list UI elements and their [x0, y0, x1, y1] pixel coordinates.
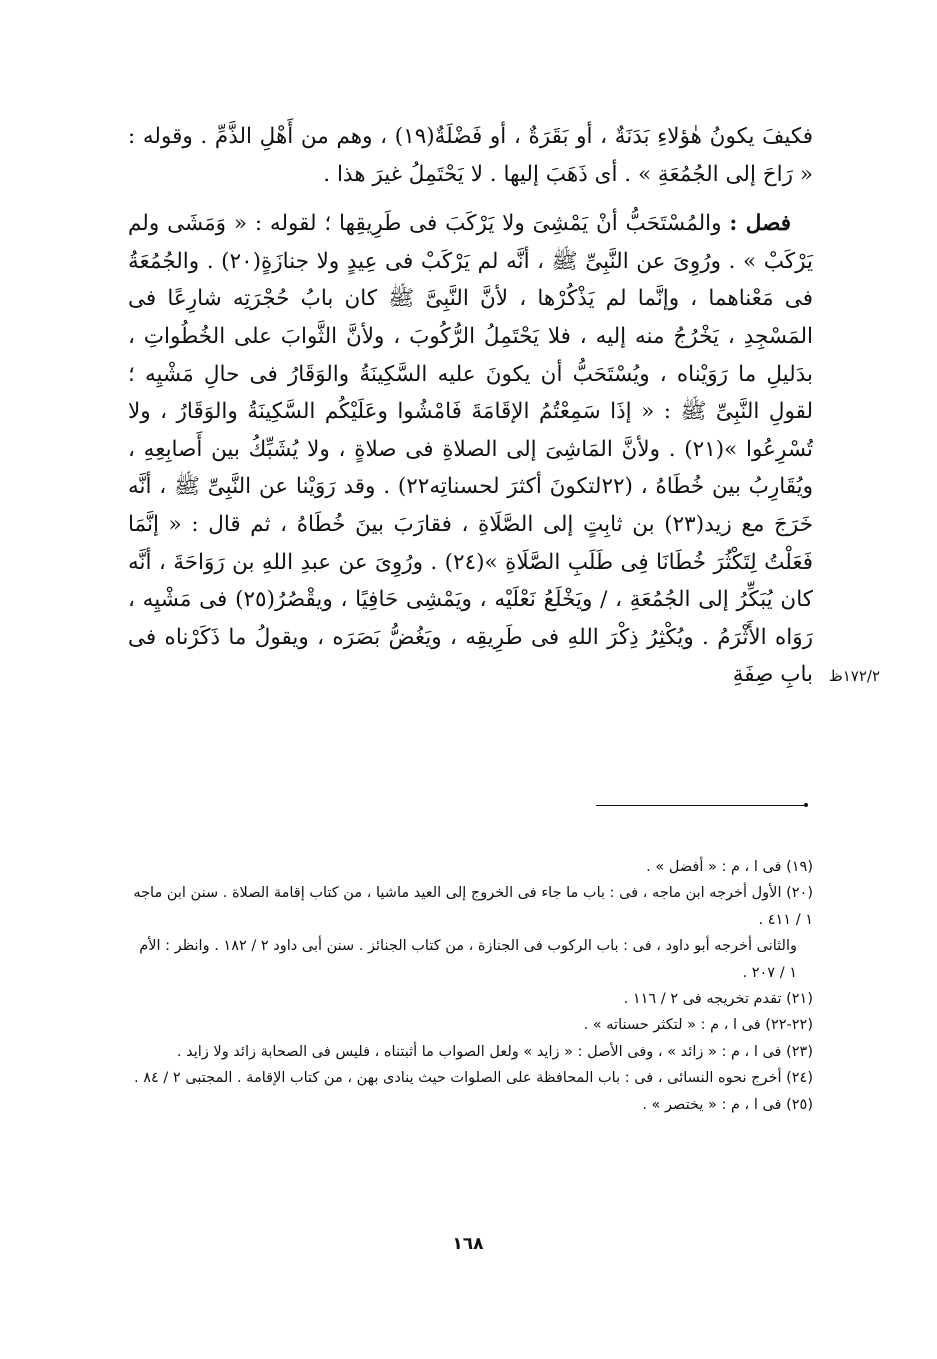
page-number: ١٦٨ [452, 1234, 484, 1254]
footnote: (٢٠) الأول أخرجه ابن ماجه ، فى : باب ما جاء فى الخروج إلى العيد ماشيا ، من كتاب إقامة الصلاة . سنن ابن ماجه ١ / ٤١١ . [133, 885, 813, 928]
footnote: (١٩) فى ا ، م : « أفضل » . [646, 859, 813, 875]
footnote-continuation: والثانى أخرجه أبو داود ، فى : باب الركوب فى الجنازة ، من كتاب الجنائز . سنن أبى داود ٢ / ١٨٢ . وانظر : الأم ١ / ٢٠٧ . [139, 938, 797, 981]
margin-reference: ١٧٢/٢ظ [828, 667, 880, 685]
footnote: (٢٣) فى ا ، م : « زائد » ، وفى الأصل : « زايد » ولعل الصواب ما أثبتناه ، فليس فى الصحابة زائد ولا زايد . [176, 1043, 813, 1060]
footnotes [128, 854, 813, 1118]
separator-dot [804, 803, 808, 807]
footnote: (٢١) تقدم تخريجه فى ٢ / ١١٦ . [623, 991, 813, 1008]
footnote: (٢٥) فى ا ، م : « يختصر » . [642, 1096, 813, 1113]
footnote-separator [596, 805, 804, 806]
section-label: فصل : [729, 211, 791, 237]
paragraph-2 [128, 205, 813, 694]
paragraph-1: فكيفَ يكونُ هٰؤلاءِ بَدَنَةٌ ، أو بَقَرَةٌ ، أو فَضْلَةٌ(١٩) ، وهم من أَهْلِ الذَّمِّ . وقوله : « رَاحَ إلى الجُمُعَةِ » . أى ذَهَبَ إليها . لا يَحْتَمِلُ غيرَ هذا . [128, 124, 813, 187]
paragraph-2-text: والمُسْتَحَبُّ أنْ يَمْشِىَ ولا يَرْكَبَ فى طَرِيقِها ؛ لقوله : « وَمَشَى ولم يَرْكَبْ » . ورُوِىَ عن النَّبِىِّ ﷺ ، أنَّه لم يَرْكَبْ فى عِيدٍ ولا جنازَةٍ(٢٠) . والجُمُعَةُ فى مَعْناهما ، وإنَّما لم يَذْكُرْها ، لأنَّ النَّبِىَّ ﷺ كان بابُ حُجْرَتِه شارِعًا فى المَسْجِدِ ، يَخْرُجُ منه إليه ، فلا يَحْتَمِلُ الرُّكُوبَ ، ولأنَّ الثَّوابَ على الخُطُواتِ ، بدَليلِ ما رَوَيْناه ، ويُسْتَحَبُّ أن يكونَ عليه السَّكِينَةُ والوَقَارُ فى حالِ مَشْيِه ؛ لقولِ النَّبِىِّ ﷺ : « إذَا سَمِعْتُمُ الإقَامَةَ فَامْشُوا وعَلَيْكُم السَّكِينَةُ والوَقَارُ ، ولا تُسْرِعُوا »(٢١) . ولأنَّ المَاشِىَ إلى الصلاةِ فى صلاةٍ ، ولا يُشَبِّكُ بين أَصابِعِهِ ، ويُقَارِبُ بين خُطَاهُ ، (٢٢لتكونَ أكثرَ لحسناتِه٢٢) . وقد رَوَيْنا عن النَّبِىِّ ﷺ ، أنَّه خَرَجَ مع زيد(٢٣) بن ثابِتٍ إلى الصَّلَاةِ ، فقارَبَ بينَ خُطَاهُ ، ثم قال : « إنَّمَا فَعَلْتُ لِتَكْثُرَ خُطَانَا فِى طَلَبِ الصَّلَاةِ »(٢٤) . ورُوِىَ عن عبدِ اللهِ بن رَوَاحَةَ ، أنَّه كان يُبَكِّرُ إلى الجُمُعَةِ ، / ويَخْلَعُ نَعْلَيْه ، ويَمْشِى حَافِيًا ، ويقْصُرُ(٢٥) فى مَشْيِه ، رَوَاه الأَثْرَمُ . ويُكْثِرُ ذِكْرَ اللهِ فى طَرِيقِه ، ويَغُضُّ بَصَرَه ، ويقولُ ما ذَكَرْناه فى بابِ صِفَةِ [128, 211, 814, 688]
footnote: (٢٢-٢٢) فى ا ، م : « لتكثر حسناته » . [583, 1017, 813, 1034]
footnote: (٢٤) أخرج نحوه النسائى ، فى : باب المحافظة على الصلوات حيث ينادى بهن ، من كتاب الإقامة . المجتبى ٢ / ٨٤ . [134, 1070, 813, 1087]
main-text [128, 118, 813, 694]
